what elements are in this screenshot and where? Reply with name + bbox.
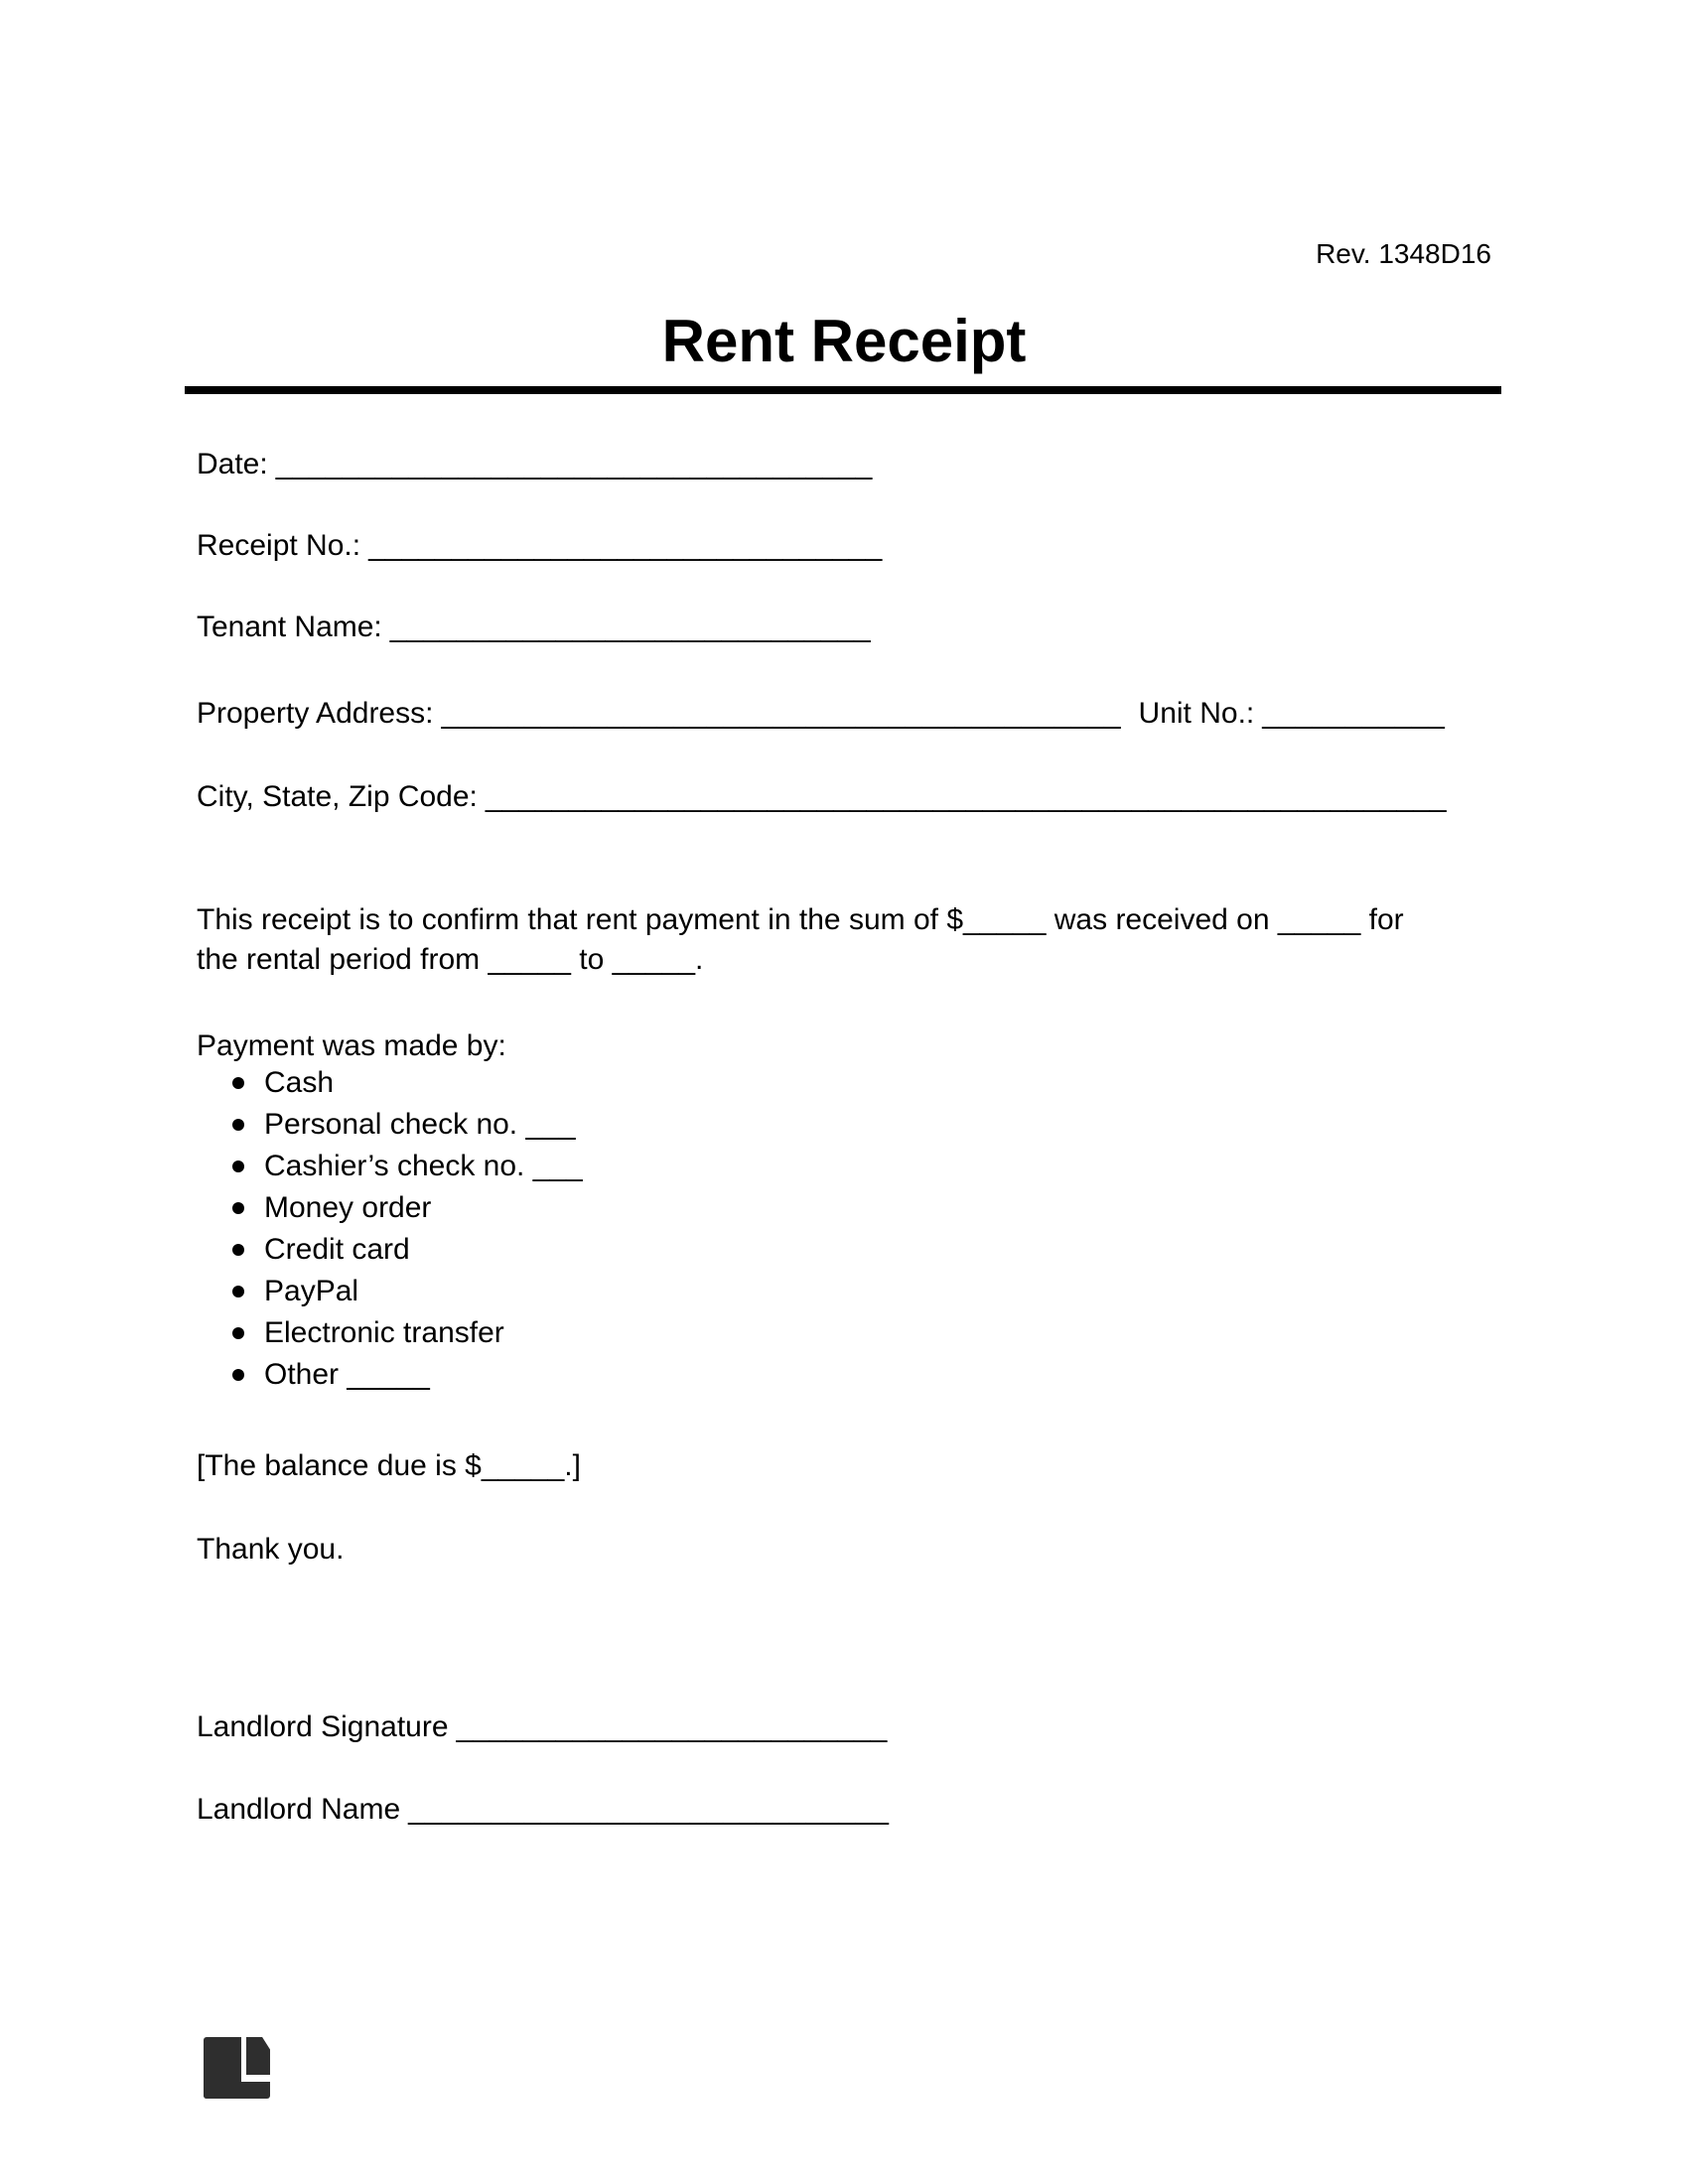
field-row-city-state-zip bbox=[197, 777, 1447, 817]
field-row-date bbox=[197, 445, 872, 484]
list-item: Other _____ bbox=[197, 1354, 583, 1396]
thank-you-line: Thank you. bbox=[197, 1533, 345, 1566]
bullet-icon bbox=[232, 1244, 244, 1256]
field-row-tenant-name bbox=[197, 608, 871, 647]
list-item: Cash bbox=[197, 1062, 583, 1104]
bullet-icon bbox=[232, 1119, 244, 1131]
bullet-icon bbox=[232, 1077, 244, 1089]
balance-due-line: [The balance due is $_____.] bbox=[197, 1449, 581, 1482]
landlord-signature-blank: __________________________ bbox=[456, 1710, 888, 1743]
confirmation-paragraph bbox=[197, 900, 1497, 980]
bullet-icon bbox=[232, 1286, 244, 1297]
tenant-name-blank: _____________________________ bbox=[389, 611, 871, 643]
logo-bottom-bar bbox=[204, 2082, 270, 2099]
unit-no-label: Unit No.: bbox=[1138, 697, 1255, 730]
field-row-property-address bbox=[197, 694, 1445, 734]
receipt-no-label: Receipt No.: bbox=[197, 529, 361, 562]
list-item: PayPal bbox=[197, 1271, 583, 1312]
bullet-icon bbox=[232, 1327, 244, 1339]
logo-document-shape bbox=[246, 2037, 270, 2075]
city-state-zip-blank: __________________________________________________________ bbox=[485, 780, 1447, 813]
confirmation-line-1: This receipt is to confirm that rent payment in the sum of $_____ was received on _____ for bbox=[197, 903, 1404, 936]
unit-no-blank: ___________ bbox=[1262, 697, 1445, 730]
landlord-signature-label: Landlord Signature bbox=[197, 1710, 449, 1743]
page-title: Rent Receipt bbox=[661, 308, 1027, 374]
city-state-zip-label: City, State, Zip Code: bbox=[197, 780, 478, 813]
landlord-name-blank: _____________________________ bbox=[408, 1793, 889, 1826]
field-row-receipt-no bbox=[197, 526, 882, 566]
revision-label: Rev. 1348D16 bbox=[1316, 238, 1491, 269]
list-item: Money order bbox=[197, 1187, 583, 1229]
confirmation-line-2: the rental period from _____ to _____. bbox=[197, 943, 704, 976]
bullet-icon bbox=[232, 1202, 244, 1214]
date-label: Date: bbox=[197, 448, 268, 480]
landlord-signature-line bbox=[197, 1707, 887, 1747]
landlord-name-label: Landlord Name bbox=[197, 1793, 401, 1826]
list-item: Cashier’s check no. ___ bbox=[197, 1146, 583, 1187]
landlord-name-line bbox=[197, 1790, 889, 1830]
date-blank: ____________________________________ bbox=[275, 448, 873, 480]
payment-methods-list bbox=[197, 1062, 583, 1396]
list-item: Electronic transfer bbox=[197, 1312, 583, 1354]
bullet-icon bbox=[232, 1369, 244, 1381]
property-address-label: Property Address: bbox=[197, 697, 434, 730]
title-rule bbox=[185, 386, 1501, 394]
list-item: Credit card bbox=[197, 1229, 583, 1271]
bullet-icon bbox=[232, 1160, 244, 1172]
receipt-no-blank: _______________________________ bbox=[368, 529, 883, 562]
payment-heading: Payment was made by: bbox=[197, 1029, 506, 1062]
list-item: Personal check no. ___ bbox=[197, 1104, 583, 1146]
tenant-name-label: Tenant Name: bbox=[197, 611, 382, 643]
legaltemplates-logo-icon bbox=[204, 2037, 270, 2099]
property-address-blank: _________________________________________ bbox=[441, 697, 1121, 730]
